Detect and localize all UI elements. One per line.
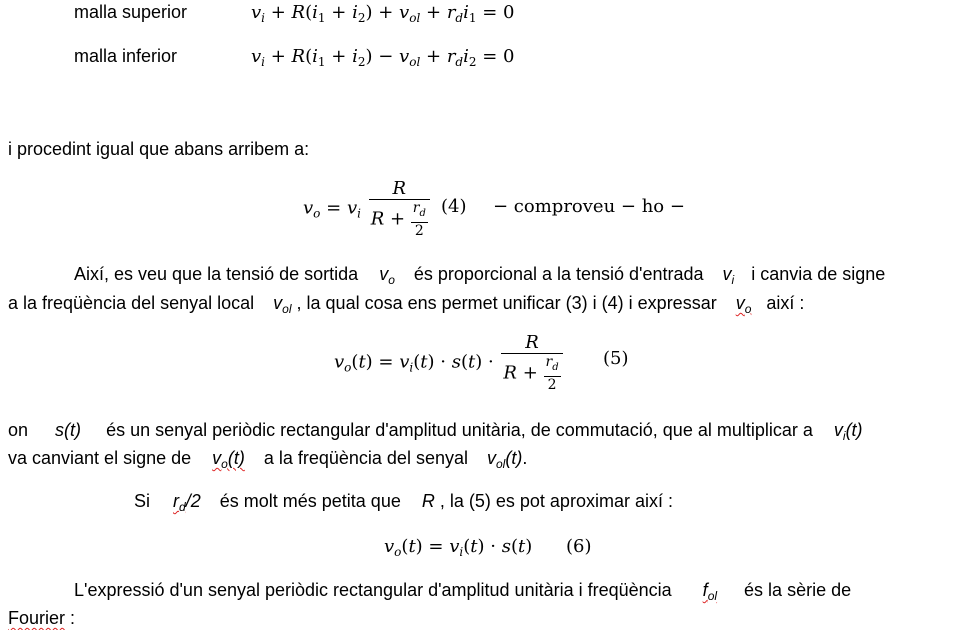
para-expr-line1: L'expressió d'un senyal periòdic rectangular d'amplitud unitària i freqüència $f_{ol}$ és la sèrie de <box>74 580 852 603</box>
para-aixi-line2: a la freqüència del senyal local $v_{ol}$ , la qual cosa ens permet unificar (3) i (4) i expressar $v_o$ així : <box>8 293 805 316</box>
para-aixi-line1: Així, es veu que la tensió de sortida $v_o$ és proporcional a la tensió d'entrada $v_i$ i canvia de signe <box>74 264 886 287</box>
equation-5: $v_o(t) = v_i(t) \cdot s(t)$ · R R + $\frac{r_d}{2}$ <box>334 332 563 393</box>
equation-4-note: − comproveu − ho − <box>493 196 685 217</box>
mesh-upper-equation: $v_i + R(i_1 + i_2) + v_{ol} + r_di_1 = 0$ <box>251 2 515 25</box>
mesh-lower-equation: $v_i + R(i_1 + i_2) - v_{ol} + r_di_2 = 0$ <box>251 46 515 69</box>
equation-6-number: (6) <box>566 536 592 557</box>
mesh-lower-label: malla inferior <box>74 46 178 66</box>
para-on-line1: on s(t) és un senyal periòdic rectangular d'amplitud unitària, de commutació, que al multiplicar a $v_i(t)$ <box>8 420 863 443</box>
para-on-line2: va canviant el signe de $v_o(t)$ a la freqüència del senyal $v_{ol}(t)$. <box>8 448 528 471</box>
equation-5-number: (5) <box>603 348 629 369</box>
equation-6: $v_o(t) = v_i(t) \cdot s(t)$ <box>384 536 533 559</box>
equation-4: $v_o = v_i$ R R + $\frac{r_d}{2}$ <box>303 178 430 239</box>
para-expr-line2: Fourier : <box>8 608 76 628</box>
equation-4-number: (4) <box>441 196 467 217</box>
para-si: Si $r_d/2$ és molt més petita que R , la (5) es pot aproximar així : <box>134 491 673 514</box>
para-procedure: i procedint igual que abans arribem a: <box>8 139 310 159</box>
mesh-upper-label: malla superior <box>74 2 188 22</box>
